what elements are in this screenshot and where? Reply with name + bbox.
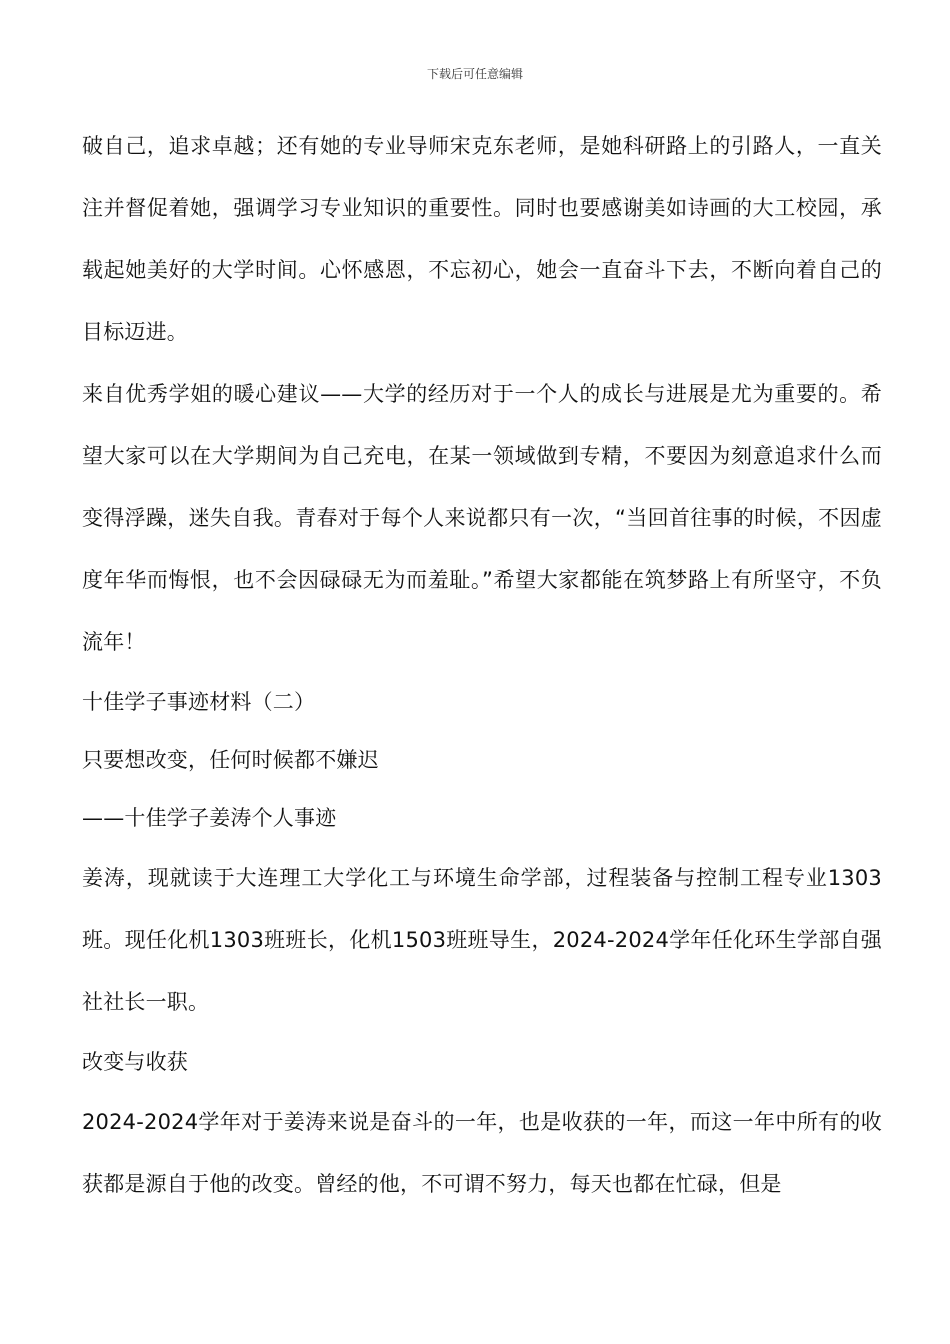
article-subtitle: ——十佳学子姜涛个人事迹 <box>82 806 337 830</box>
paragraph-intro: 姜涛，现就读于大连理工大学化工与环境生命学部，过程装备与控制工程专业1303班。现任化机1303班班长，化机1503班班导生，2024-2024学年任化环生学部自强社社长一职。 <box>82 866 882 1014</box>
paragraph-change: 2024-2024学年对于姜涛来说是奋斗的一年，也是收获的一年，而这一年中所有的收获都是源自于他的改变。曾经的他，不可谓不努力，每天也都在忙碌，但是 <box>82 1110 882 1196</box>
article-title: 只要想改变，任何时候都不嫌迟 <box>82 748 379 772</box>
document-body <box>82 115 882 1215</box>
subsection-title: 改变与收获 <box>82 1050 188 1074</box>
section-title: 十佳学子事迹材料（二） <box>82 690 316 714</box>
paragraph-gratitude: 破自己，追求卓越；还有她的专业导师宋克东老师，是她科研路上的引路人，一直关注并督促着她，强调学习专业知识的重要性。同时也要感谢美如诗画的大工校园，承载起她美好的大学时间。心怀感恩，不忘初心，她会一直奋斗下去，不断向着自己的目标迈进。 <box>82 134 882 344</box>
paragraph-advice: 来自优秀学姐的暖心建议——大学的经历对于一个人的成长与进展是尤为重要的。希望大家可以在大学期间为自己充电，在某一领域做到专精，不要因为刻意追求什么而变得浮躁，迷失自我。青春对于每个人来说都只有一次，“当回首往事的时候，不因虚度年华而悔恨，也不会因碌碌无为而羞耻。”希望大家都能在筑梦路上有所坚守，不负流年！ <box>82 382 882 654</box>
page-header: 下载后可任意编辑 <box>426 67 523 81</box>
